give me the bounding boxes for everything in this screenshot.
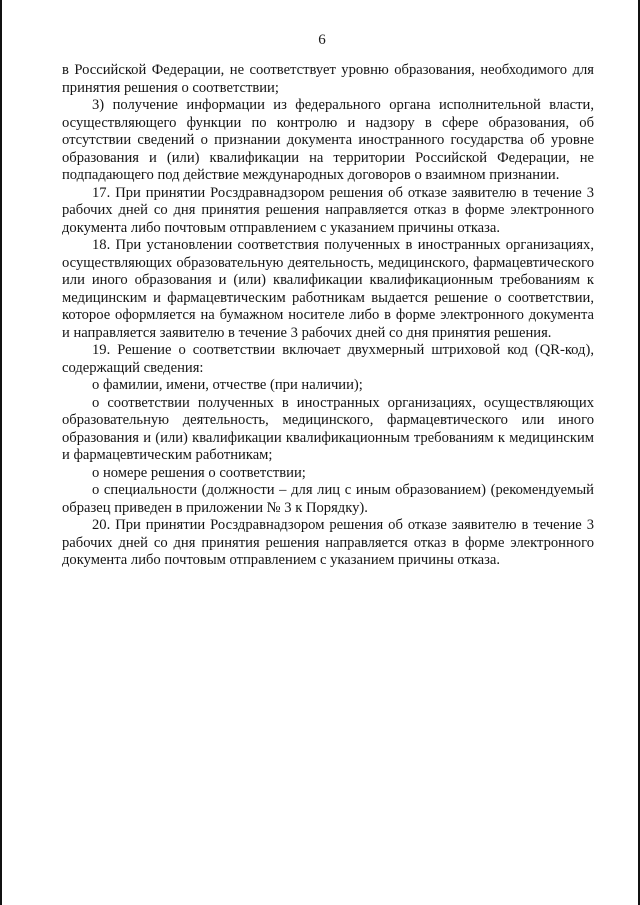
- paragraph-item-3: 3) получение информации из федерального органа исполнительной власти, осуществляющего функции по контролю и надзору в сфере образования, об отсутствии сведений о признании документа иностранного государства об уровне образования и (или) квалификации на территории Российской Федерации, не подпадающего под действие международных договоров о взаимном признании.: [62, 97, 594, 183]
- paragraph-19-item-compliance: о соответствии полученных в иностранных организациях, осуществляющих образовательную деятельность, медицинского, фармацевтического или иного образования и (или) квалификации квалификационным требованиям к медицинским и фармацевтическим работникам;: [62, 394, 594, 463]
- paragraph-continuation: в Российской Федерации, не соответствует уровню образования, необходимого для принятия решения о соответствии;: [62, 62, 594, 96]
- paragraph-19-item-name: о фамилии, имени, отчестве (при наличии);: [92, 377, 363, 393]
- page-number: 6: [318, 32, 326, 48]
- paragraph-18: 18. При установлении соответствия полученных в иностранных организациях, осуществляющих образовательную деятельность, медицинского, фармацевтического или иного образования и (или) квалификации квалификационным требованиям к медицинским и фармацевтическим работникам выдается решение о соответствии, которое оформляется на бумажном носителе либо в форме электронного документа и направляется заявителю в течение 3 рабочих дней со дня принятия решения.: [62, 237, 594, 341]
- document-body: [62, 62, 594, 570]
- paragraph-17: 17. При принятии Росздравнадзором решения об отказе заявителю в течение 3 рабочих дней со дня принятия решения направляется отказ в форме электронного документа либо почтовым отправлением с указанием причины отказа.: [62, 184, 594, 236]
- paragraph-19: 19. Решение о соответствии включает двухмерный штриховой код (QR-код), содержащий сведения:: [62, 342, 594, 376]
- paragraph-19-item-number: о номере решения о соответствии;: [92, 464, 306, 481]
- paragraph-19-item-specialty: о специальности (должности – для лиц с иным образованием) (рекомендуемый образец приведен в приложении № 3 к Порядку).: [62, 482, 594, 516]
- paragraph-20: 20. При принятии Росздравнадзором решения об отказе заявителю в течение 3 рабочих дней со дня принятия решения направляется отказ в форме электронного документа либо почтовым отправлением с указанием причины отказа.: [62, 517, 594, 568]
